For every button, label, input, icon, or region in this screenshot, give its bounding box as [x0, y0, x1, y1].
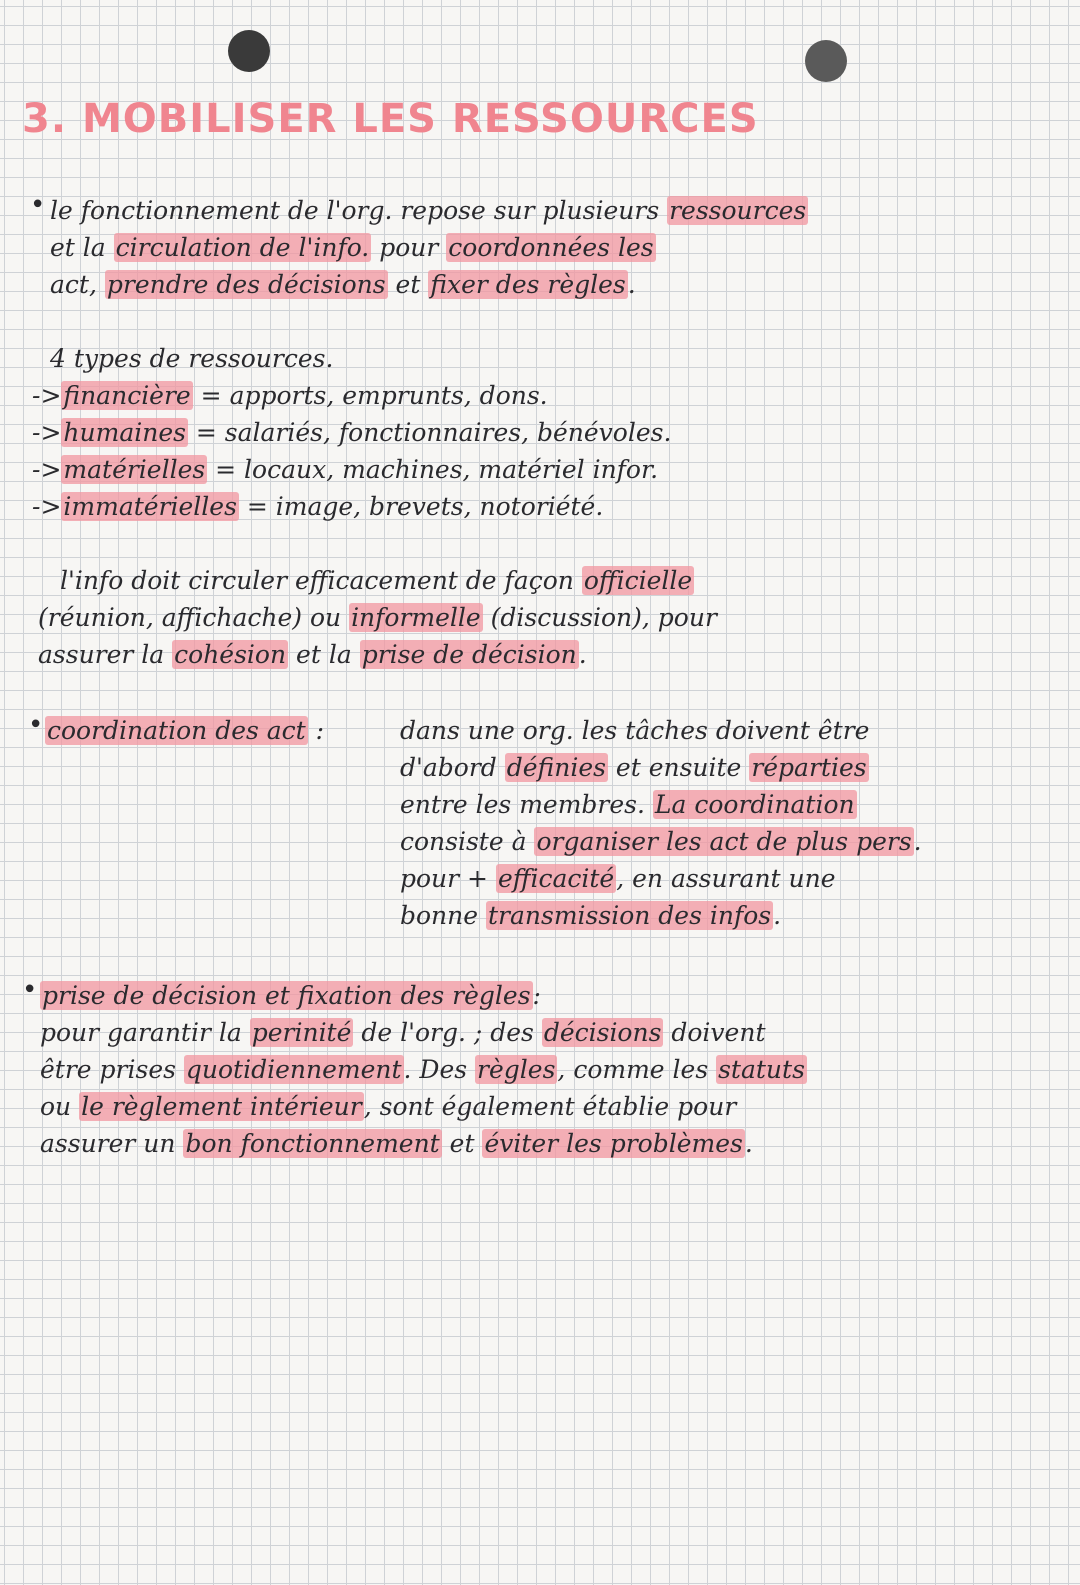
- highlight: ressources: [669, 196, 807, 225]
- coord-line-1: dans une org. les tâches doivent être: [400, 716, 870, 745]
- highlight: efficacité: [497, 864, 615, 893]
- types-heading: 4 types de ressources.: [50, 344, 334, 373]
- binder-hole-right: [805, 40, 847, 82]
- highlight: prise de décision et fixation des règles: [42, 981, 531, 1010]
- page-title: 3. MOBILISER LES RESSOURCES: [22, 96, 759, 142]
- decision-line-4: ou le règlement intérieur, sont également établie pour: [40, 1092, 737, 1121]
- decision-paragraph: [40, 977, 807, 1162]
- bullet-icon: •: [30, 190, 46, 220]
- highlight: prendre des décisions: [106, 270, 386, 299]
- coordination-paragraph: [400, 712, 922, 934]
- decision-line-2: pour garantir la perinité de l'org. ; des décisions doivent: [40, 1018, 766, 1047]
- coord-line-2: d'abord définies et ensuite réparties: [400, 753, 867, 782]
- info-line-2: (réunion, affichache) ou informelle (discussion), pour: [38, 603, 717, 632]
- highlight: bon fonctionnement: [185, 1129, 440, 1158]
- highlight: matérielles: [63, 455, 206, 484]
- intro-line-3: act, prendre des décisions et fixer des règles.: [50, 270, 636, 299]
- type-item-humaines: ->humaines = salariés, fonctionnaires, bénévoles.: [32, 418, 672, 447]
- highlight: humaines: [63, 418, 186, 447]
- arrow-icon: ->: [32, 418, 62, 447]
- bullet-icon: •: [22, 975, 38, 1005]
- decision-line-5: assurer un bon fonctionnement et éviter les problèmes.: [40, 1129, 753, 1158]
- info-line-1: l'info doit circuler efficacement de façon officielle: [60, 566, 693, 595]
- binder-hole-left: [228, 30, 270, 72]
- arrow-icon: ->: [32, 381, 62, 410]
- coordination-label: coordination des act :: [47, 716, 325, 745]
- resource-types: [32, 340, 671, 525]
- highlight: La coordination: [654, 790, 855, 819]
- coord-line-5: pour + efficacité, en assurant une: [400, 864, 836, 893]
- highlight: immatérielles: [63, 492, 237, 521]
- decision-line-3: être prises quotidiennement. Des règles, comme les statuts: [40, 1055, 805, 1084]
- highlight: règles: [477, 1055, 556, 1084]
- bullet-icon: •: [28, 710, 44, 740]
- coord-line-4: consiste à organiser les act de plus pers.: [400, 827, 922, 856]
- highlight: perinité: [251, 1018, 352, 1047]
- coord-line-3: entre les membres. La coordination: [400, 790, 855, 819]
- highlight: le règlement intérieur: [81, 1092, 362, 1121]
- highlight: quotidiennement: [185, 1055, 402, 1084]
- decision-heading: prise de décision et fixation des règles:: [42, 981, 541, 1010]
- highlight: officielle: [583, 566, 693, 595]
- arrow-icon: ->: [32, 455, 62, 484]
- info-paragraph: [38, 562, 717, 673]
- highlight: prise de décision: [361, 640, 577, 669]
- highlight: coordination des act: [47, 716, 306, 745]
- arrow-icon: ->: [32, 492, 62, 521]
- highlight: décisions: [543, 1018, 662, 1047]
- type-item-immaterielles: ->immatérielles = image, brevets, notoriété.: [32, 492, 604, 521]
- highlight: circulation de l'info.: [115, 233, 370, 262]
- intro-line-2: et la circulation de l'info. pour coordonnées les: [50, 233, 654, 262]
- type-item-financiere: ->financière = apports, emprunts, dons.: [32, 381, 548, 410]
- highlight: réparties: [751, 753, 867, 782]
- highlight: transmission des infos: [488, 901, 772, 930]
- highlight: financière: [63, 381, 191, 410]
- intro-paragraph: [50, 192, 808, 303]
- highlight: statuts: [718, 1055, 805, 1084]
- coord-line-6: bonne transmission des infos.: [400, 901, 782, 930]
- highlight: organiser les act de plus pers: [536, 827, 912, 856]
- info-line-3: assurer la cohésion et la prise de décision.: [38, 640, 587, 669]
- highlight: coordonnées les: [448, 233, 654, 262]
- highlight: fixer des règles: [430, 270, 626, 299]
- highlight: définies: [506, 753, 606, 782]
- intro-line-1: le fonctionnement de l'org. repose sur plusieurs ressources: [50, 196, 807, 225]
- highlight: informelle: [351, 603, 481, 632]
- type-item-materielles: ->matérielles = locaux, machines, matériel infor.: [32, 455, 659, 484]
- highlight: éviter les problèmes: [484, 1129, 743, 1158]
- highlight: cohésion: [174, 640, 287, 669]
